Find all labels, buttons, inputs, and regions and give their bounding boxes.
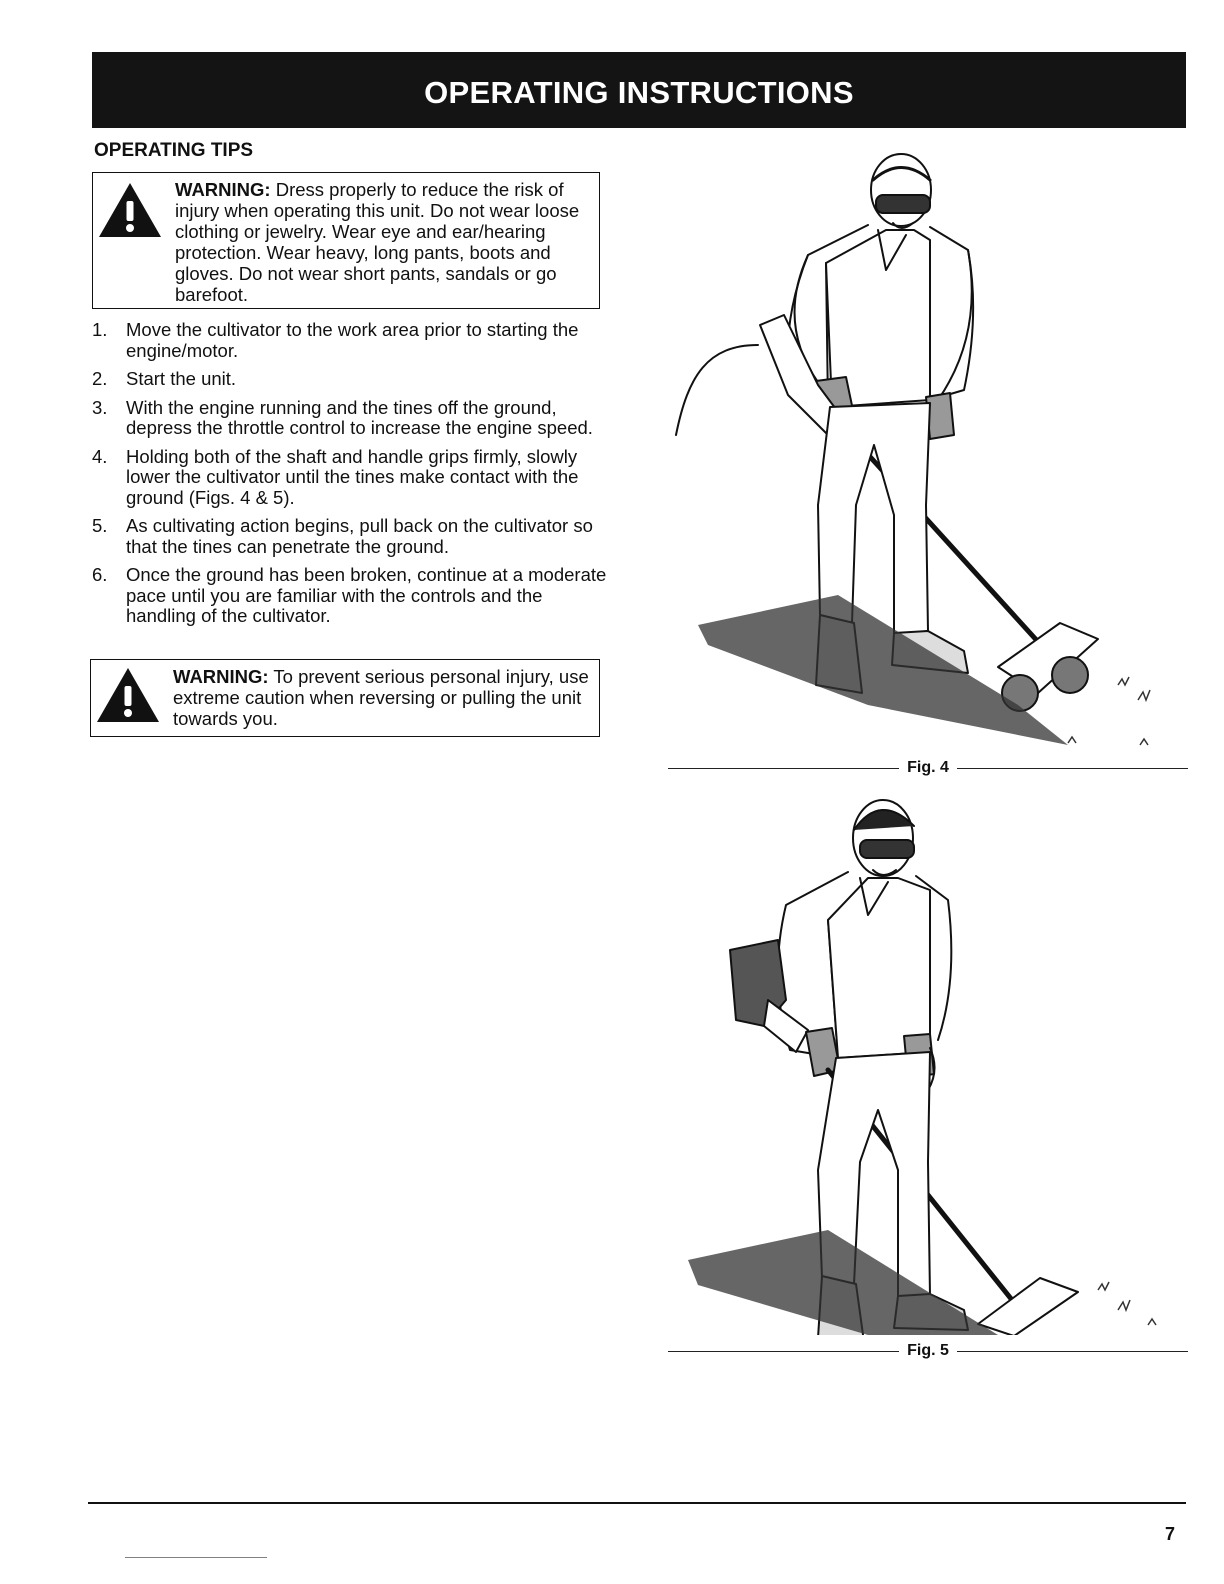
warning-icon (97, 181, 163, 239)
step-number: 6. (92, 564, 108, 585)
caption-text: Fig. 5 (907, 1342, 949, 1359)
warning-text (175, 179, 593, 305)
step-number: 3. (92, 396, 108, 418)
step-text: Holding both of the shaft and handle grips firmly, slowly lower the cultivator until the tines make contact with the ground (Figs. 4 & 5). (126, 445, 579, 508)
warning-label: WARNING: (173, 666, 269, 687)
figure-4 (668, 145, 1188, 785)
caption-text: Fig. 4 (907, 759, 949, 776)
section-title: OPERATING TIPS (94, 140, 254, 161)
warning-box (92, 172, 600, 309)
step-number: 1. (92, 319, 108, 340)
step-number: 4. (92, 445, 108, 467)
warning-body: Dress properly to reduce the risk of injury when operating this unit. Do not wear loose clothing or jewelry. Wear eye and ear/hearing protection. Wear heavy, long pants, boots and gloves. Do not wear short pants, sandals or go barefoot. (175, 179, 580, 305)
caption-rule-right (957, 768, 1188, 769)
warning-box (90, 659, 600, 737)
step-text: Start the unit. (126, 368, 237, 389)
step-text: Move the cultivator to the work area prior to starting the engine/motor. (126, 319, 579, 361)
page-number: 7 (1165, 1524, 1176, 1544)
step-number: 5. (92, 515, 108, 536)
caption-rule-left (668, 768, 899, 769)
list-item (92, 516, 607, 557)
figure-caption (668, 759, 1188, 777)
step-text: As cultivating action begins, pull back on the cultivator so that the tines can penetrate the ground. (126, 515, 593, 557)
step-text: With the engine running and the tines off the ground, depress the throttle control to increase the engine speed. (126, 396, 593, 438)
list-item (92, 398, 607, 439)
step-text: Once the ground has been broken, continue at a moderate pace until you are familiar with the controls and the handling of the cultivator. (126, 564, 607, 626)
steps-list (92, 320, 607, 635)
header-banner (92, 52, 1186, 128)
list-item (92, 320, 607, 361)
list-item (92, 447, 607, 509)
figure-5 (668, 790, 1188, 1430)
page-title: OPERATING INSTRUCTIONS (424, 75, 854, 110)
list-item (92, 369, 607, 390)
warning-label: WARNING: (175, 179, 271, 200)
figure-caption (668, 1342, 1188, 1360)
caption-rule-right (957, 1351, 1188, 1352)
warning-icon (95, 666, 161, 724)
list-item (92, 565, 607, 627)
warning-body: To prevent serious personal injury, use extreme caution when reversing or pulling the unit towards you. (173, 666, 589, 729)
step-number: 2. (92, 368, 108, 389)
caption-rule-left (668, 1351, 899, 1352)
warning-text (173, 666, 593, 729)
figure-4-illustration (668, 145, 1188, 755)
footer-rule (88, 1502, 1186, 1504)
figure-5-illustration (668, 790, 1188, 1335)
scan-artifact-line (125, 1557, 267, 1558)
